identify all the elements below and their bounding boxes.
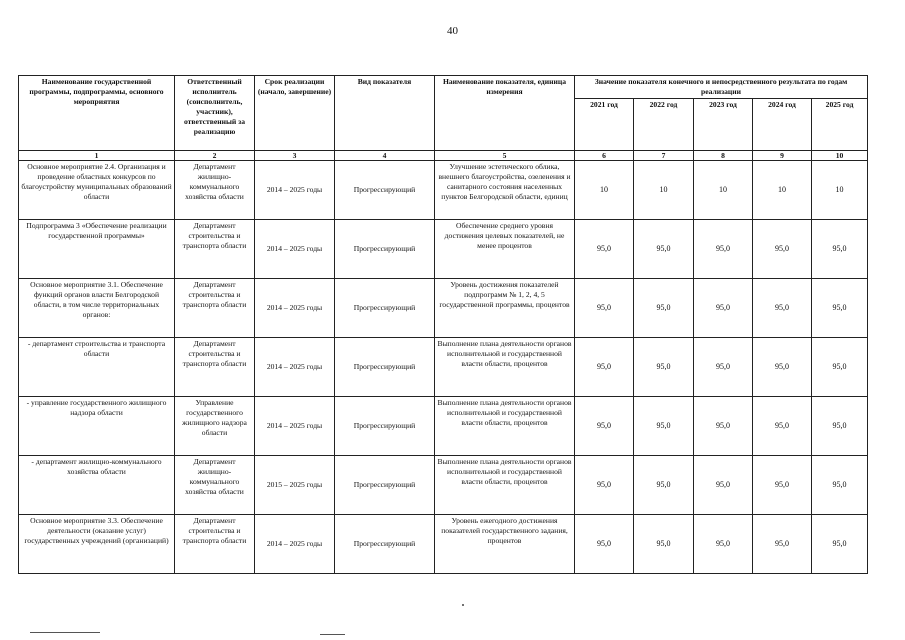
executor-cell: Управление государственного жилищного надзора области <box>175 397 255 456</box>
value-cell: 95,0 <box>634 338 694 397</box>
executor-cell: Департамент строительства и транспорта области <box>175 515 255 574</box>
column-number: 9 <box>753 151 812 161</box>
column-number: 10 <box>812 151 868 161</box>
column-number: 5 <box>435 151 575 161</box>
value-cell: 95,0 <box>694 338 753 397</box>
header-row <box>19 76 868 99</box>
value-cell: 95,0 <box>634 279 694 338</box>
table-row <box>19 397 868 456</box>
header-values-group: Значение показателя конечного и непосредственного результата по годам реализации <box>575 76 868 99</box>
value-cell: 95,0 <box>812 515 868 574</box>
indicators-table <box>18 75 868 574</box>
value-cell: 95,0 <box>694 397 753 456</box>
value-cell: 95,0 <box>753 515 812 574</box>
table-row <box>19 161 868 220</box>
value-cell: 95,0 <box>575 338 634 397</box>
executor-cell: Департамент строительства и транспорта области <box>175 220 255 279</box>
value-cell: 95,0 <box>575 220 634 279</box>
header-indicator-name: Наименование показателя, единица измерения <box>435 76 575 151</box>
executor-cell: Департамент жилищно-коммунального хозяйства области <box>175 456 255 515</box>
value-cell: 95,0 <box>753 456 812 515</box>
value-cell: 95,0 <box>634 397 694 456</box>
column-number: 7 <box>634 151 694 161</box>
value-cell: 95,0 <box>634 456 694 515</box>
value-cell: 95,0 <box>634 220 694 279</box>
header-year: 2023 год <box>694 99 753 151</box>
indicator-type-cell: Прогрессирующий <box>335 161 435 220</box>
value-cell: 95,0 <box>694 279 753 338</box>
header-year: 2024 год <box>753 99 812 151</box>
header-year: 2021 год <box>575 99 634 151</box>
column-number-row <box>19 151 868 161</box>
value-cell: 10 <box>753 161 812 220</box>
program-cell: Основное мероприятие 3.3. Обеспечение деятельности (оказание услуг) государственных учреждений (организаций) <box>19 515 175 574</box>
value-cell: 95,0 <box>694 456 753 515</box>
indicator-type-cell: Прогрессирующий <box>335 515 435 574</box>
column-number: 6 <box>575 151 634 161</box>
value-cell: 10 <box>575 161 634 220</box>
period-cell: 2014 – 2025 годы <box>255 161 335 220</box>
table-row <box>19 338 868 397</box>
program-cell: Основное мероприятие 2.4. Организация и проведение областных конкурсов по благоустройству муниципальных образований области <box>19 161 175 220</box>
scan-speck <box>462 604 464 606</box>
column-number: 3 <box>255 151 335 161</box>
value-cell: 95,0 <box>812 220 868 279</box>
value-cell: 95,0 <box>753 220 812 279</box>
column-number: 2 <box>175 151 255 161</box>
table-row <box>19 279 868 338</box>
value-cell: 10 <box>812 161 868 220</box>
indicator-type-cell: Прогрессирующий <box>335 397 435 456</box>
period-cell: 2014 – 2025 годы <box>255 515 335 574</box>
period-cell: 2014 – 2025 годы <box>255 220 335 279</box>
period-cell: 2015 – 2025 годы <box>255 456 335 515</box>
column-number: 4 <box>335 151 435 161</box>
indicator-type-cell: Прогрессирующий <box>335 220 435 279</box>
indicator-name-cell: Уровень достижения показателей подпрограмм № 1, 2, 4, 5 государственной программы, процентов <box>435 279 575 338</box>
indicator-name-cell: Выполнение плана деятельности органов исполнительной и государственной власти области, процентов <box>435 456 575 515</box>
table-row <box>19 220 868 279</box>
indicator-name-cell: Выполнение плана деятельности органов исполнительной и государственной власти области, процентов <box>435 397 575 456</box>
period-cell: 2014 – 2025 годы <box>255 397 335 456</box>
period-cell: 2014 – 2025 годы <box>255 338 335 397</box>
value-cell: 95,0 <box>634 515 694 574</box>
value-cell: 95,0 <box>812 456 868 515</box>
value-cell: 95,0 <box>753 338 812 397</box>
header-indicator-type: Вид показателя <box>335 76 435 151</box>
value-cell: 95,0 <box>753 397 812 456</box>
value-cell: 95,0 <box>812 397 868 456</box>
header-period: Срок реализации (начало, завершение) <box>255 76 335 151</box>
value-cell: 95,0 <box>575 397 634 456</box>
value-cell: 10 <box>634 161 694 220</box>
period-cell: 2014 – 2025 годы <box>255 279 335 338</box>
program-cell: - департамент жилищно-коммунального хозяйства области <box>19 456 175 515</box>
header-program: Наименование государственной программы, подпрограммы, основного мероприятия <box>19 76 175 151</box>
indicator-name-cell: Обеспечение среднего уровня достижения целевых показателей, не менее процентов <box>435 220 575 279</box>
header-year: 2022 год <box>634 99 694 151</box>
executor-cell: Департамент строительства и транспорта области <box>175 338 255 397</box>
indicator-type-cell: Прогрессирующий <box>335 338 435 397</box>
footer-rule-left <box>30 632 100 633</box>
page-number: 40 <box>447 25 458 37</box>
executor-cell: Департамент строительства и транспорта области <box>175 279 255 338</box>
column-number: 8 <box>694 151 753 161</box>
indicator-type-cell: Прогрессирующий <box>335 456 435 515</box>
indicator-name-cell: Выполнение плана деятельности органов исполнительной и государственной власти области, процентов <box>435 338 575 397</box>
value-cell: 95,0 <box>694 220 753 279</box>
table-row <box>19 456 868 515</box>
program-cell: Подпрограмма 3 «Обеспечение реализации государственной программы» <box>19 220 175 279</box>
column-number: 1 <box>19 151 175 161</box>
table-row <box>19 515 868 574</box>
value-cell: 10 <box>694 161 753 220</box>
indicator-name-cell: Улучшение эстетического облика, внешнего благоустройства, озеленения и санитарного состояния населенных пунктов Белгородской области, единиц <box>435 161 575 220</box>
program-cell: - управление государственного жилищного надзора области <box>19 397 175 456</box>
program-cell: Основное мероприятие 3.1. Обеспечение функций органов власти Белгородской области, в том числе территориальных органов: <box>19 279 175 338</box>
footer-rule-right <box>320 634 345 635</box>
value-cell: 95,0 <box>575 515 634 574</box>
header-executor: Ответственный исполнитель (соисполнитель, участник), ответственный за реализацию <box>175 76 255 151</box>
value-cell: 95,0 <box>575 279 634 338</box>
value-cell: 95,0 <box>575 456 634 515</box>
program-cell: - департамент строительства и транспорта области <box>19 338 175 397</box>
executor-cell: Департамент жилищно-коммунального хозяйства области <box>175 161 255 220</box>
indicator-type-cell: Прогрессирующий <box>335 279 435 338</box>
value-cell: 95,0 <box>812 338 868 397</box>
value-cell: 95,0 <box>753 279 812 338</box>
indicator-name-cell: Уровень ежегодного достижения показателей государственного задания, процентов <box>435 515 575 574</box>
header-year: 2025 год <box>812 99 868 151</box>
value-cell: 95,0 <box>694 515 753 574</box>
value-cell: 95,0 <box>812 279 868 338</box>
